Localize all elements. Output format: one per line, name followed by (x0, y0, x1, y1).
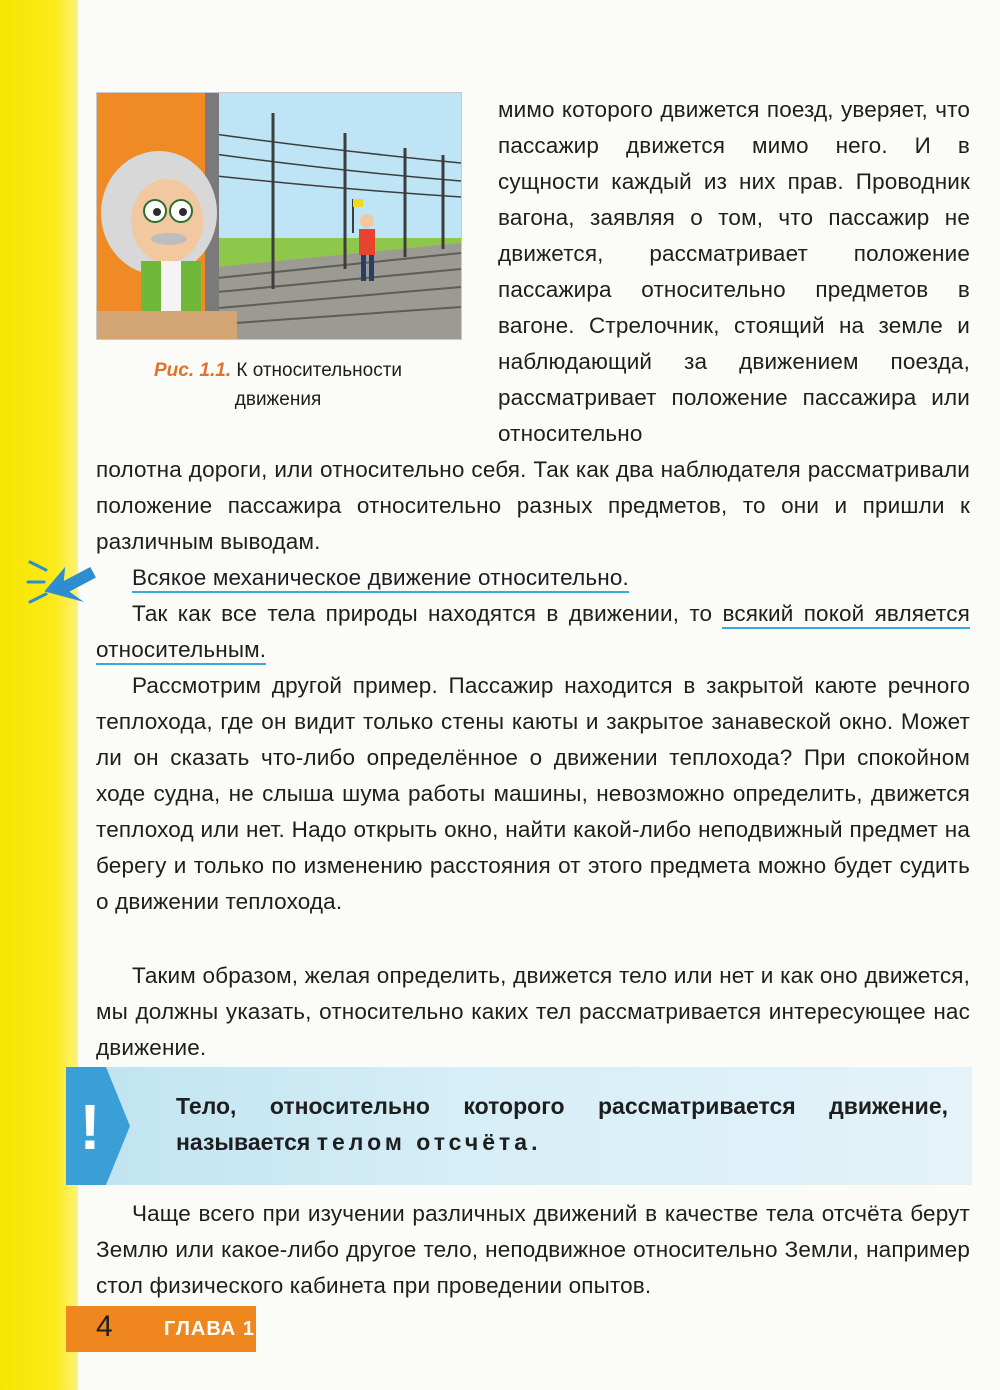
arrow-marker-icon (24, 548, 102, 628)
paragraph-5: Чаще всего при изучении различных движений в качестве тела отсчёта берут Землю или какое-либо другое тело, неподвижное относительно Земли, например стол физического кабинета при проведении опытов. (96, 1201, 970, 1298)
train-window-scene-image (97, 93, 461, 339)
figure-label: Рис. 1.1. (153, 360, 232, 381)
paragraph-2-start: Так как все тела природы находятся в движении, то (132, 601, 723, 626)
page-number: 4 (96, 1310, 113, 1343)
definition-text-end: . (531, 1129, 538, 1155)
paragraph-1-continued: полотна дороги, или относительно себя. Так как два наблюдателя рассматривали положение пассажира относительно разных предметов, то они и пришли к различным выводам. (96, 457, 970, 554)
paragraph-1: мимо которого движется поезд, уверяет, что пассажир движется мимо него. И в сущности каждый из них прав. Проводник вагона, заявляя о том, что пассажир не движется, рассматривает положение пассажира относительно предметов в вагоне. Стрелочник, стоящий на земле и наблюдающий за движением поезда, рассматривает положение пассажира или относительно (498, 97, 970, 446)
figure-illustration (96, 92, 462, 340)
rule-text-underlined: Всякое механическое движение относительно. (132, 565, 629, 593)
exclamation-badge-icon (66, 1067, 136, 1185)
definition-text (176, 1088, 948, 1160)
chapter-label: ГЛАВА 1 (164, 1318, 255, 1340)
definition-text-start: Тело, относительно которого рассматривается движение, называется (176, 1093, 948, 1155)
paragraph-2 (96, 596, 970, 668)
paragraph-4: Таким образом, желая определить, движется тело или нет и как оно движется, мы должны указать, относительно каких тел рассматривается интересующее нас движение. (96, 963, 970, 1060)
rule-statement (132, 560, 970, 596)
figure-caption (96, 356, 460, 414)
paragraph-2-underlined: всякий покой является относительным. (96, 601, 970, 665)
badge-mark: ! (79, 1091, 101, 1163)
definition-term: телом отсчёта (316, 1129, 532, 1155)
figure-caption-line1: К относительности (236, 360, 403, 381)
paragraph-3: Рассмотрим другой пример. Пассажир находится в закрытой каюте речного теплохода, где он видит только стены каюты и закрытое занавеской окно. Может ли он сказать что-либо определённое о движении теплохода? При спокойном ходе судна, не слыша шума работы машины, невозможно определить, движется теплоход или нет. Надо открыть окно, найти какой-либо неподвижный предмет на берегу и только по изменению расстояния от этого предмета можно будет судить о движении теплохода. (96, 673, 970, 914)
figure-caption-line2: движения (234, 389, 322, 410)
